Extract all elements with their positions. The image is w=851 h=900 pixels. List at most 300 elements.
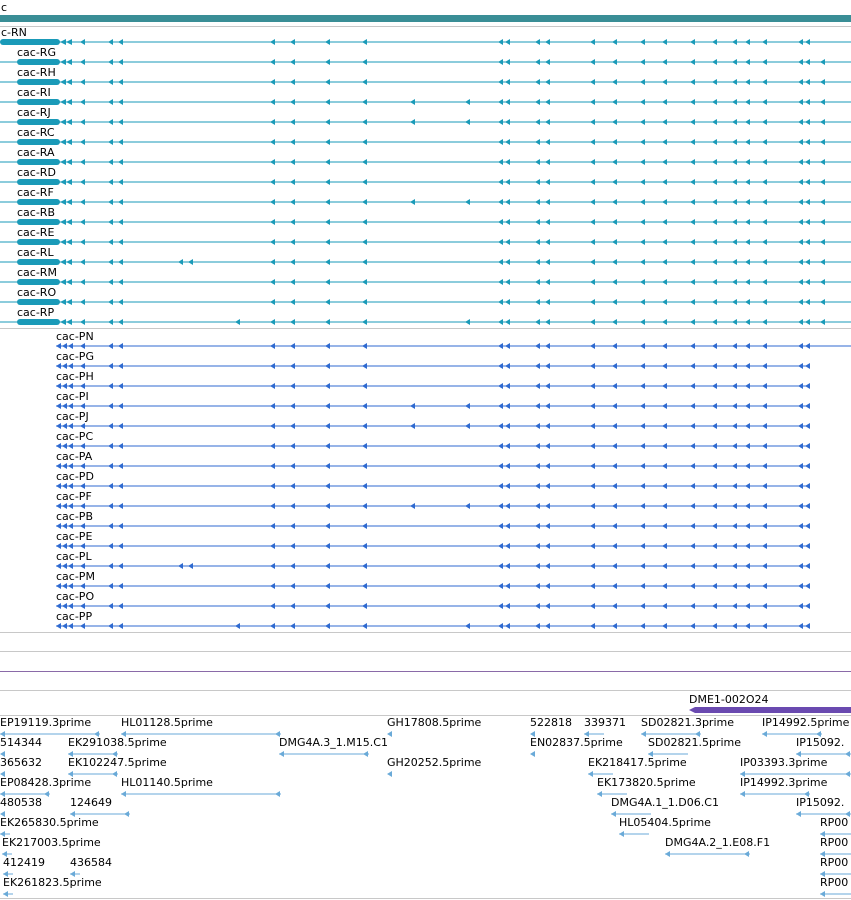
est-label[interactable]: IP03393.3prime <box>740 756 828 769</box>
exon-mark <box>745 603 750 609</box>
transcript-label[interactable]: cac-RM <box>17 266 57 279</box>
exon-mark <box>498 463 503 469</box>
exon-mark <box>56 483 61 489</box>
exon-mark <box>270 179 275 185</box>
transcript-label[interactable]: cac-RB <box>17 206 55 219</box>
exon-mark <box>798 159 803 165</box>
exon-mark <box>690 259 695 265</box>
exon-mark <box>290 159 295 165</box>
exon-mark <box>612 483 617 489</box>
exon-mark <box>68 623 73 629</box>
exon-mark <box>805 383 810 389</box>
exon-mark <box>505 383 510 389</box>
exon-mark <box>732 99 737 105</box>
exon-mark <box>545 343 550 349</box>
exon-mark <box>62 523 67 529</box>
exon-mark <box>662 299 667 305</box>
est-label[interactable]: EK173820.5prime <box>597 776 696 789</box>
exon-mark <box>62 343 67 349</box>
transcript-label[interactable]: cac-RA <box>17 146 55 159</box>
exon-mark <box>362 383 367 389</box>
est-label[interactable]: 522818 <box>530 716 572 729</box>
exon-mark <box>762 259 767 265</box>
exon-mark <box>535 319 540 325</box>
exon-mark <box>56 503 61 509</box>
exon-mark <box>80 503 85 509</box>
exon-mark <box>270 139 275 145</box>
exon-mark <box>62 543 67 549</box>
exon-mark <box>762 199 767 205</box>
exon-mark <box>798 523 803 529</box>
exon-mark <box>498 623 503 629</box>
exon-mark <box>108 623 113 629</box>
exon-mark <box>270 259 275 265</box>
est-label[interactable]: EN02837.5prime <box>530 736 623 749</box>
est-label[interactable]: SD02821.5prime <box>648 736 741 749</box>
exon-mark <box>505 119 510 125</box>
exon-mark <box>712 403 717 409</box>
exon-mark <box>60 159 66 165</box>
est-label[interactable]: DMG4A.1_1.D06.C1 <box>611 796 719 809</box>
utr-block <box>17 159 60 165</box>
exon-mark <box>612 159 617 165</box>
exon-mark <box>535 279 540 285</box>
exon-mark <box>762 603 767 609</box>
exon-mark <box>798 343 803 349</box>
exon-mark <box>56 583 61 589</box>
exon-mark <box>535 583 540 589</box>
exon-mark <box>505 319 510 325</box>
exon-mark <box>325 199 330 205</box>
exon-mark <box>820 139 825 145</box>
exon-mark <box>690 199 695 205</box>
exon-mark <box>498 219 503 225</box>
est-label[interactable]: EK218417.5prime <box>588 756 687 769</box>
exon-mark <box>762 403 767 409</box>
exon-mark <box>690 343 695 349</box>
exon-mark <box>270 199 275 205</box>
exon-mark <box>62 383 67 389</box>
exon-mark <box>762 363 767 369</box>
exon-mark <box>732 279 737 285</box>
exon-mark <box>762 463 767 469</box>
protein-label[interactable]: cac-PF <box>56 490 92 503</box>
exon-mark <box>505 343 510 349</box>
exon-mark <box>745 119 750 125</box>
est-label[interactable]: RP00 <box>820 856 849 869</box>
exon-mark <box>108 503 113 509</box>
utr-block <box>17 239 60 245</box>
est-label[interactable]: RP00 <box>820 876 849 889</box>
exon-mark <box>56 343 61 349</box>
exon-mark <box>325 423 330 429</box>
est-label[interactable]: 436584 <box>70 856 112 869</box>
exon-mark <box>535 423 540 429</box>
exon-mark <box>798 319 803 325</box>
exon-mark <box>640 463 645 469</box>
est-label[interactable]: DMG4A.3_1.M15.C1 <box>279 736 388 749</box>
exon-mark <box>805 523 810 529</box>
exon-mark <box>545 219 550 225</box>
transcript-label[interactable]: cac-RC <box>17 126 55 139</box>
est-label[interactable]: 124649 <box>70 796 112 809</box>
exon-mark <box>640 239 645 245</box>
est-label[interactable]: HL05404.5prime <box>619 816 711 829</box>
exon-mark <box>662 363 667 369</box>
exon-mark <box>690 443 695 449</box>
exon-mark <box>805 363 810 369</box>
exon-mark <box>662 139 667 145</box>
exon-mark <box>640 279 645 285</box>
protein-label[interactable]: cac-PM <box>56 570 95 583</box>
exon-mark <box>66 39 72 45</box>
exon-mark <box>56 423 61 429</box>
exon-mark <box>80 423 85 429</box>
exon-mark <box>498 259 503 265</box>
exon-mark <box>712 319 717 325</box>
exon-mark <box>80 79 85 85</box>
est-label[interactable]: EP19119.3prime <box>0 716 92 729</box>
exon-mark <box>590 199 595 205</box>
exon-mark <box>662 159 667 165</box>
exon-mark <box>712 79 717 85</box>
exon-mark <box>118 463 123 469</box>
est-label[interactable]: HL01128.5prime <box>121 716 213 729</box>
exon-mark <box>732 463 737 469</box>
transcript-label[interactable]: c-RN <box>1 26 27 39</box>
transcript-label[interactable]: cac-RG <box>17 46 56 59</box>
exon-mark <box>108 79 113 85</box>
est-label[interactable]: EK217003.5prime <box>2 836 101 849</box>
exon-mark <box>805 543 810 549</box>
exon-mark <box>325 383 330 389</box>
exon-mark <box>690 403 695 409</box>
transcript-label[interactable]: cac-RP <box>17 306 55 319</box>
track-divider <box>0 651 851 652</box>
transcript-label[interactable]: cac-RL <box>17 246 54 259</box>
exon-mark <box>612 59 617 65</box>
est-label[interactable]: IP14992.5prime <box>762 716 850 729</box>
exon-mark <box>745 503 750 509</box>
utr-block <box>17 119 60 125</box>
exon-mark <box>60 39 66 45</box>
exon-mark <box>80 483 85 489</box>
exon-mark <box>362 199 367 205</box>
exon-mark <box>545 623 550 629</box>
exon-mark <box>762 383 767 389</box>
est-label[interactable]: 412419 <box>3 856 45 869</box>
exon-mark <box>805 483 810 489</box>
exon-mark <box>690 299 695 305</box>
exon-mark <box>270 583 275 589</box>
exon-mark <box>535 443 540 449</box>
exon-mark <box>275 791 280 797</box>
protein-label[interactable]: cac-PE <box>56 530 93 543</box>
exon-mark <box>325 363 330 369</box>
protein-label[interactable]: cac-PL <box>56 550 92 563</box>
exon-mark <box>762 39 767 45</box>
exon-mark <box>118 39 123 45</box>
contig-label[interactable]: DME1-002O24 <box>689 693 769 706</box>
exon-mark <box>545 79 550 85</box>
exon-mark <box>662 179 667 185</box>
exon-mark <box>68 543 73 549</box>
exon-mark <box>505 423 510 429</box>
exon-mark <box>805 583 810 589</box>
exon-mark <box>712 623 717 629</box>
protein-label[interactable]: cac-PP <box>56 610 93 623</box>
exon-mark <box>535 363 540 369</box>
exon-mark <box>732 563 737 569</box>
est-label[interactable]: 365632 <box>0 756 42 769</box>
exon-mark <box>66 99 72 105</box>
exon-mark <box>732 319 737 325</box>
exon-mark <box>270 443 275 449</box>
exon-mark <box>545 403 550 409</box>
est-label[interactable]: DMG4A.2_1.E08.F1 <box>665 836 771 849</box>
exon-mark <box>732 139 737 145</box>
exon-mark <box>805 79 810 85</box>
exon-mark <box>820 891 825 897</box>
exon-mark <box>56 563 61 569</box>
exon-mark <box>290 299 295 305</box>
exon-mark <box>740 791 745 797</box>
exon-mark <box>798 543 803 549</box>
exon-mark <box>505 503 510 509</box>
exon-mark <box>732 59 737 65</box>
exon-mark <box>498 59 503 65</box>
exon-mark <box>108 219 113 225</box>
exon-mark <box>745 259 750 265</box>
est-label[interactable]: GH20252.5prime <box>387 756 482 769</box>
contig-bar[interactable] <box>689 707 851 713</box>
exon-mark <box>118 523 123 529</box>
transcript-label[interactable]: cac-RO <box>17 286 57 299</box>
est-label[interactable]: EK261823.5prime <box>3 876 102 889</box>
exon-mark <box>732 239 737 245</box>
exon-mark <box>290 239 295 245</box>
exon-mark <box>535 39 540 45</box>
est-label[interactable]: HL01140.5prime <box>121 776 213 789</box>
gene-bar[interactable] <box>0 15 851 22</box>
utr-block <box>17 99 60 105</box>
exon-mark <box>732 403 737 409</box>
exon-mark <box>410 423 415 429</box>
exon-mark <box>762 79 767 85</box>
exon-mark <box>290 363 295 369</box>
exon-mark <box>56 383 61 389</box>
exon-mark <box>745 543 750 549</box>
exon-mark <box>362 443 367 449</box>
exon-mark <box>80 259 85 265</box>
exon-mark <box>270 219 275 225</box>
exon-mark <box>745 623 750 629</box>
utr-block <box>17 299 60 305</box>
exon-mark <box>505 279 510 285</box>
exon-mark <box>640 403 645 409</box>
exon-mark <box>118 423 123 429</box>
protein-label[interactable]: cac-PO <box>56 590 95 603</box>
exon-mark <box>745 483 750 489</box>
exon-mark <box>290 483 295 489</box>
exon-mark <box>68 383 73 389</box>
exon-mark <box>362 259 367 265</box>
protein-label[interactable]: cac-PC <box>56 430 94 443</box>
exon-mark <box>690 583 695 589</box>
protein-label[interactable]: cac-PG <box>56 350 94 363</box>
est-label[interactable]: 480538 <box>0 796 42 809</box>
exon-mark <box>362 543 367 549</box>
exon-mark <box>805 443 810 449</box>
exon-mark <box>290 443 295 449</box>
transcript-label[interactable]: cac-RE <box>17 226 55 239</box>
exon-mark <box>505 79 510 85</box>
exon-mark <box>290 199 295 205</box>
exon-mark <box>690 119 695 125</box>
track-divider <box>0 328 851 329</box>
exon-mark <box>805 239 810 245</box>
est-label[interactable]: EK102247.5prime <box>68 756 167 769</box>
exon-mark <box>662 583 667 589</box>
exon-mark <box>762 279 767 285</box>
est-label[interactable]: RP00 <box>820 836 849 849</box>
exon-mark <box>465 199 470 205</box>
exon-mark <box>690 39 695 45</box>
protein-label[interactable]: cac-PD <box>56 470 94 483</box>
transcript-label[interactable]: cac-RH <box>17 66 56 79</box>
exon-mark <box>732 179 737 185</box>
transcript-label[interactable]: cac-RD <box>17 166 56 179</box>
protein-label[interactable]: cac-PA <box>56 450 93 463</box>
exon-mark <box>640 39 645 45</box>
exon-mark <box>805 463 810 469</box>
exon-mark <box>640 443 645 449</box>
exon-mark <box>270 159 275 165</box>
exon-mark <box>762 623 767 629</box>
est-label[interactable]: SD02821.3prime <box>641 716 734 729</box>
exon-mark <box>805 179 810 185</box>
est-label[interactable]: RP00 <box>820 816 849 829</box>
exon-mark <box>662 463 667 469</box>
exon-mark <box>270 603 275 609</box>
exon-mark <box>662 99 667 105</box>
exon-mark <box>612 139 617 145</box>
est-label[interactable]: 514344 <box>0 736 42 749</box>
exon-mark <box>545 383 550 389</box>
transcript-label[interactable]: cac-RF <box>17 186 54 199</box>
est-label[interactable]: 339371 <box>584 716 626 729</box>
exon-mark <box>498 383 503 389</box>
est-label[interactable]: EK291038.5prime <box>68 736 167 749</box>
track-divider <box>0 690 851 691</box>
exon-mark <box>108 59 113 65</box>
exon-mark <box>798 39 803 45</box>
exon-mark <box>590 179 595 185</box>
exon-mark <box>270 403 275 409</box>
exon-mark <box>805 423 810 429</box>
exon-mark <box>62 443 67 449</box>
exon-mark <box>798 79 803 85</box>
transcript-label[interactable]: cac-RJ <box>17 106 51 119</box>
exon-mark <box>68 363 73 369</box>
exon-mark <box>498 319 503 325</box>
exon-mark <box>60 99 66 105</box>
transcript-label[interactable]: cac-RI <box>17 86 51 99</box>
protein-label[interactable]: cac-PH <box>56 370 94 383</box>
exon-mark <box>505 219 510 225</box>
protein-label[interactable]: cac-PI <box>56 390 89 403</box>
protein-label[interactable]: cac-PN <box>56 330 94 343</box>
exon-mark <box>66 199 72 205</box>
exon-mark <box>690 623 695 629</box>
exon-mark <box>805 59 810 65</box>
exon-mark <box>108 319 113 325</box>
exon-mark <box>805 99 810 105</box>
est-label[interactable]: EP08428.3prime <box>0 776 92 789</box>
exon-mark <box>535 79 540 85</box>
exon-mark <box>590 279 595 285</box>
exon-mark <box>498 483 503 489</box>
exon-mark <box>505 39 510 45</box>
est-label[interactable]: EK265830.5prime <box>0 816 99 829</box>
exon-mark <box>805 219 810 225</box>
exon-mark <box>590 503 595 509</box>
exon-mark <box>612 523 617 529</box>
exon-mark <box>498 523 503 529</box>
exon-mark <box>80 219 85 225</box>
exon-mark <box>362 423 367 429</box>
est-label[interactable]: GH17808.5prime <box>387 716 482 729</box>
exon-mark <box>805 319 810 325</box>
exon-mark <box>498 343 503 349</box>
exon-mark <box>270 623 275 629</box>
exon-mark <box>535 523 540 529</box>
exon-mark <box>362 523 367 529</box>
exon-mark <box>62 503 67 509</box>
exon-mark <box>640 543 645 549</box>
exon-mark <box>590 159 595 165</box>
est-label[interactable]: IP15092. <box>796 796 845 809</box>
exon-mark <box>845 751 850 757</box>
exon-mark <box>762 443 767 449</box>
exon-mark <box>732 199 737 205</box>
exon-mark <box>732 503 737 509</box>
exon-mark <box>325 463 330 469</box>
exon-mark <box>68 343 73 349</box>
exon-mark <box>118 383 123 389</box>
exon-mark <box>712 523 717 529</box>
exon-mark <box>108 563 113 569</box>
exon-mark <box>270 39 275 45</box>
exon-mark <box>56 603 61 609</box>
protein-label[interactable]: cac-PB <box>56 510 93 523</box>
exon-mark <box>798 99 803 105</box>
est-label[interactable]: IP15092. <box>796 736 845 749</box>
exon-mark <box>745 39 750 45</box>
exon-mark <box>732 299 737 305</box>
exon-mark <box>762 319 767 325</box>
exon-mark <box>362 463 367 469</box>
exon-mark <box>410 503 415 509</box>
exon-mark <box>60 299 66 305</box>
exon-mark <box>545 159 550 165</box>
exon-mark <box>545 59 550 65</box>
exon-mark <box>66 139 72 145</box>
est-label[interactable]: IP14992.3prime <box>740 776 828 789</box>
exon-mark <box>690 239 695 245</box>
protein-label[interactable]: cac-PJ <box>56 410 89 423</box>
exon-mark <box>640 179 645 185</box>
